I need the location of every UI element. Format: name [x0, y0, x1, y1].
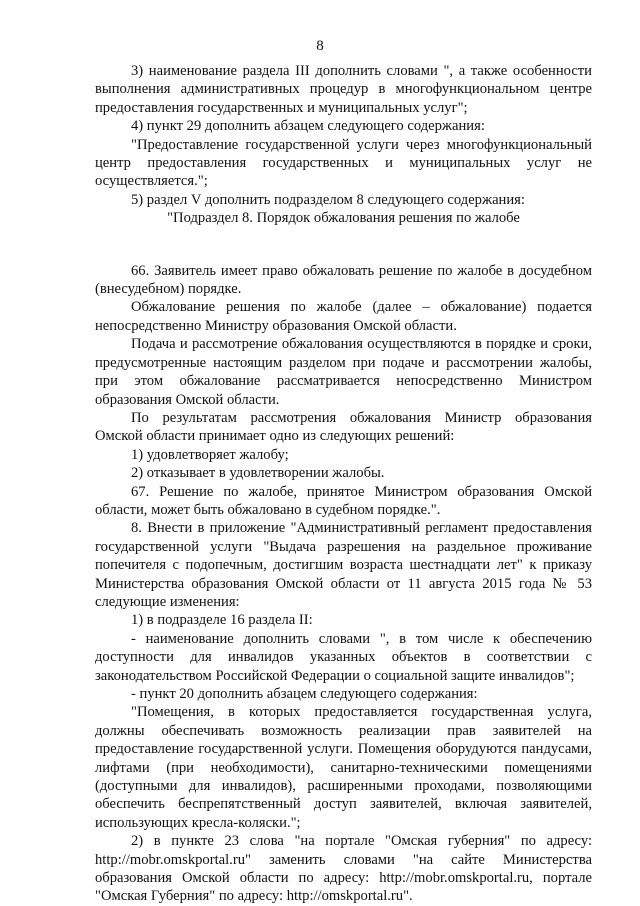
paragraph-title-amendment: - наименование дополнить словами ", в том числе к обеспечению доступности для инвалидов указанных объектов в соответствии с законодательством Российской Федерации о социальной защите инвалидов"; — [95, 630, 592, 684]
paragraph-66: 66. Заявитель имеет право обжаловать решение по жалобе в досудебном (внесудебном) порядке. — [95, 262, 592, 298]
list-item-decision-1: 1) удовлетворяет жалобу; — [131, 446, 289, 463]
paragraph-appeal-decisions: По результатам рассмотрения обжалования Министр образования Омской области принимает одно из следующих решений: — [95, 409, 592, 445]
paragraph-subitem-1: 1) в подразделе 16 раздела II: — [131, 612, 313, 629]
document-body — [95, 62, 592, 906]
paragraph-item-4: 4) пункт 29 дополнить абзацем следующего содержания: — [131, 118, 485, 135]
subsection-heading: "Подраздел 8. Порядок обжалования решения по жалобе — [167, 210, 520, 227]
paragraph-67: 67. Решение по жалобе, принятое Министром образования Омской области, может быть обжаловано в судебном порядке.". — [95, 483, 592, 518]
list-item-decision-2: 2) отказывает в удовлетворении жалобы. — [131, 465, 385, 482]
page-number: 8 — [316, 38, 324, 54]
paragraph-appeal-filing: Обжалование решения по жалобе (далее – обжалование) подается непосредственно Министру образования Омской области. — [95, 299, 592, 334]
paragraph-quote-premises: "Помещения, в которых предоставляется государственная услуга, должны обеспечивать возможность реализации прав заявителей на предоставление государственной услуги. Помещения оборудуются пандусами, лифтами (при необходимости), санитарно-техническими помещениями (доступными для инвалидов), расширенными проходами, позволяющими обеспечить беспрепятственный доступ заявителей, включая заявителей, использующих кресла-коляски."; — [95, 704, 592, 831]
paragraph-appeal-procedure: Подача и рассмотрение обжалования осуществляются в порядке и сроки, предусмотренные настоящим разделом при подаче и рассмотрении жалобы, при этом обжалование рассматривается непосредственно Министром образования Омской области. — [95, 336, 592, 408]
paragraph-quote-mfc: "Предоставление государственной услуги через многофункциональный центр предоставления государственных и муниципальных услуг не осуществляется."; — [95, 136, 592, 190]
paragraph-subitem-2: 2) в пункте 23 слова "на портале "Омская губерния" по адресу: http://mobr.omskportal.ru" заменить словами "на сайте Министерства образования Омской области по адресу: http://mobr.omskportal.ru, портале "Омская Губерния" по адресу: http://omskportal.ru". — [95, 833, 592, 905]
paragraph-8: 8. Внести в приложение "Административный регламент предоставления государственной услуги "Выдача разрешения на раздельное проживание попечителя с подопечным, достигшим возраста шестнадцати лет" к приказу Министерства образования Омской области от 11 августа 2015 года № 53 следующие изменения: — [95, 520, 592, 610]
paragraph-item-5: 5) раздел V дополнить подразделом 8 следующего содержания: — [131, 191, 525, 208]
paragraph-item-3: 3) наименование раздела III дополнить словами ", а также особенности выполнения административных процедур в многофункциональном центре предоставления государственных и муниципальных услуг"; — [95, 63, 592, 116]
paragraph-point-20: - пункт 20 дополнить абзацем следующего содержания: — [131, 686, 478, 702]
section-spacer — [95, 228, 592, 262]
